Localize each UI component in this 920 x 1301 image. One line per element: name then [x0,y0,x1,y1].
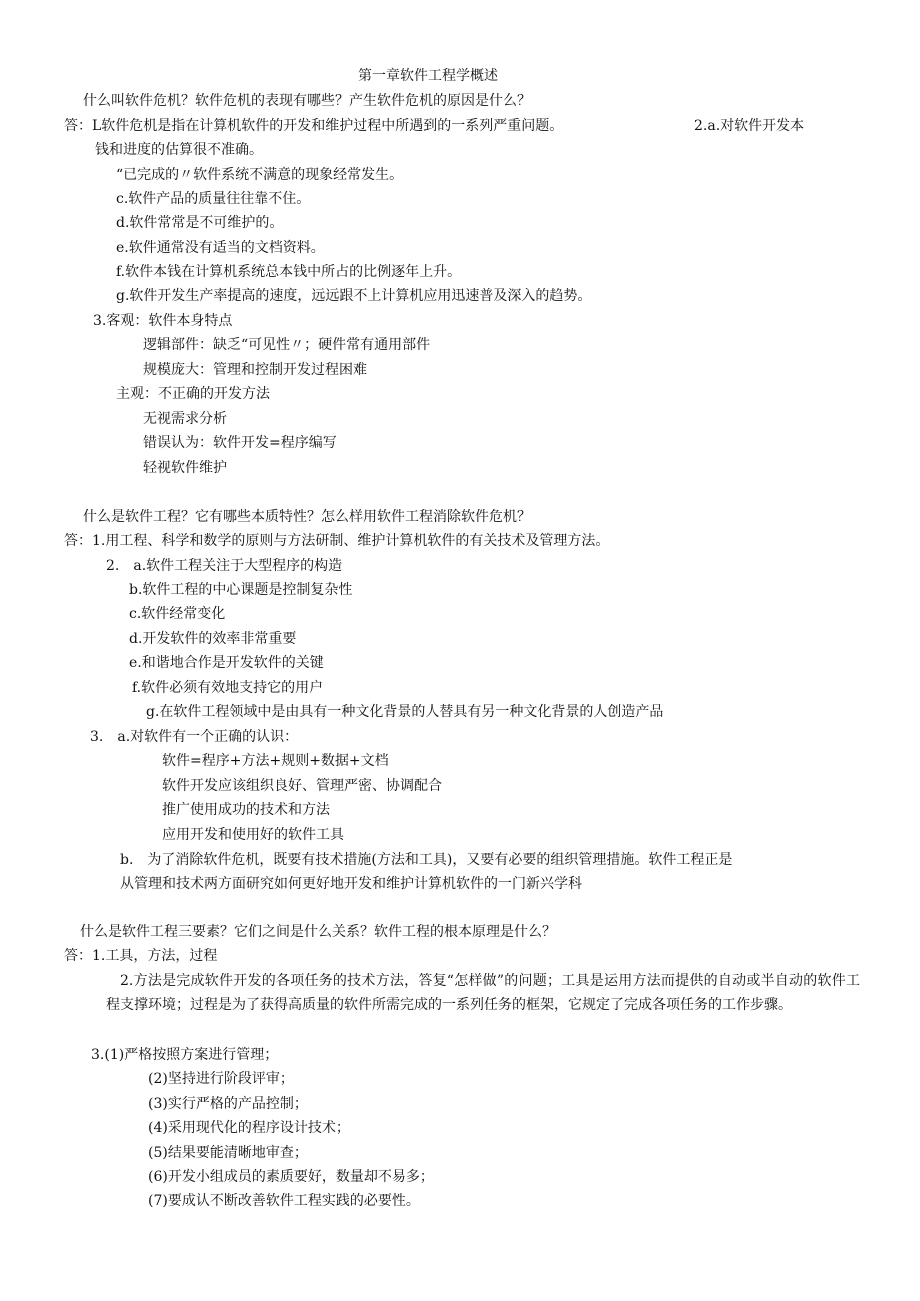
answer-2-item-3b: b. 为了消除软件危机，既要有技术措施(方法和工具)，又要有必要的组织管理措施。软件工程正是 [120,852,733,868]
answer-2-item-3a: 3. a.对软件有一个正确的认识： [90,729,299,745]
answer-2-item-3a-1: 软件=程序+方法+规则+数据+文档 [162,753,389,769]
answer-2-item-2c: c.软件经常变化 [129,606,226,622]
answer-1-item-3a: 逻辑部件：缺乏“可见性〃；硬件常有通用部件 [143,337,431,353]
answer-1-item-2a: 2.a.对软件开发本 [694,118,805,134]
answer-1-item-3s2: 错误认为：软件开发=程序编写 [143,435,337,451]
answer-1-item-3b: 规模庞大：管理和控制开发过程困难 [143,362,367,378]
answer-2-item-2g: g.在软件工程领域中是由具有一种文化背景的人替具有另一种文化背景的人创造产品 [146,704,664,720]
answer-2-item-3a-3: 推广使用成功的技术和方法 [162,802,330,818]
answer-3-principle-5: (5)结果要能清晰地审查； [148,1145,308,1161]
answer-3-principle-1: 3.(1)严格按照方案进行管理； [91,1047,279,1063]
question-1: 什么叫软件危机？软件危机的表现有哪些？产生软件危机的原因是什么？ [83,93,531,109]
question-2: 什么是软件工程？它有哪些本质特性？怎么样用软件工程消除软件危机？ [83,509,531,525]
question-3: 什么是软件工程三要素？它们之间是什么关系？软件工程的根本原理是什么？ [80,924,556,940]
answer-1-item-3s3: 轻视软件维护 [143,460,227,476]
answer-2-item-2f: f.软件必须有效地支持它的用户 [132,680,324,696]
answer-3-principle-6: (6)开发小组成员的素质要好，数量却不易多； [148,1169,434,1185]
answer-3-line-1: 答：1.工具，方法，过程 [64,948,218,964]
answer-1-item-c: c.软件产品的质量往往靠不住。 [116,191,311,207]
answer-2-item-3a-2: 软件开发应该组织良好、管理严密、协调配合 [162,778,442,794]
answer-2-item-2b: b.软件工程的中心课题是控制复杂性 [129,582,353,598]
answer-1-item-2a-cont: 钱和进度的估算很不准确。 [95,142,263,158]
answer-1-item-3: 3.客观：软件本身特点 [93,313,233,329]
answer-1-item-3s: 主观：不正确的开发方法 [116,386,270,402]
answer-2-item-2e: e.和谐地合作是开发软件的关键 [129,655,324,671]
answer-3-principle-4: (4)采用现代化的程序设计技术； [148,1120,350,1136]
answer-1-item-g: g.软件开发生产率提高的速度，远远跟不上计算机应用迅速普及深入的趋势。 [116,288,592,304]
answer-2-line-1: 答：1.用工程、科学和数学的原则与方法研制、维护计算机软件的有关技术及管理方法。 [64,533,610,549]
page-title: 第一章软件工程学概述 [358,68,498,84]
answer-2-item-2a: 2. a.软件工程关注于大型程序的构造 [106,558,343,574]
answer-2-item-3b-cont: 从管理和技术两方面研究如何更好地开发和维护计算机软件的一门新兴学科 [120,876,582,892]
answer-1-line-1: 答：L软件危机是指在计算机软件的开发和维护过程中所遇到的一系列严重问题。 [64,118,564,134]
answer-3-paragraph-2: 2.方法是完成软件开发的各项任务的技术方法，答复“怎样做”的问题；工具是运用方法而提供的自动或半自动的软件工程支撑环境；过程是为了获得高质量的软件所需完成的一系列任务的框架，它规定了完成各项任务的工作步骤。 [106,973,860,1013]
answer-2-item-2d: d.开发软件的效率非常重要 [129,631,297,647]
answer-1-item-f: f.软件本钱在计算机系统总本钱中所占的比例逐年上升。 [116,264,462,280]
answer-2-item-3a-4: 应用开发和使用好的软件工具 [162,827,344,843]
answer-1-item-d: d.软件常常是不可维护的。 [116,215,284,231]
answer-3-principle-3: (3)实行严格的产品控制； [148,1096,308,1112]
answer-1-item-e: e.软件通常没有适当的文档资料。 [116,240,325,256]
answer-3-principle-2: (2)坚持进行阶段评审； [148,1071,294,1087]
answer-1-item-b: “已完成的〃软件系统不满意的现象经常发生。 [116,167,404,183]
answer-3-principle-7: (7)要成认不断改善软件工程实践的必要性。 [148,1193,420,1209]
answer-1-item-3s1: 无视需求分析 [143,411,227,427]
